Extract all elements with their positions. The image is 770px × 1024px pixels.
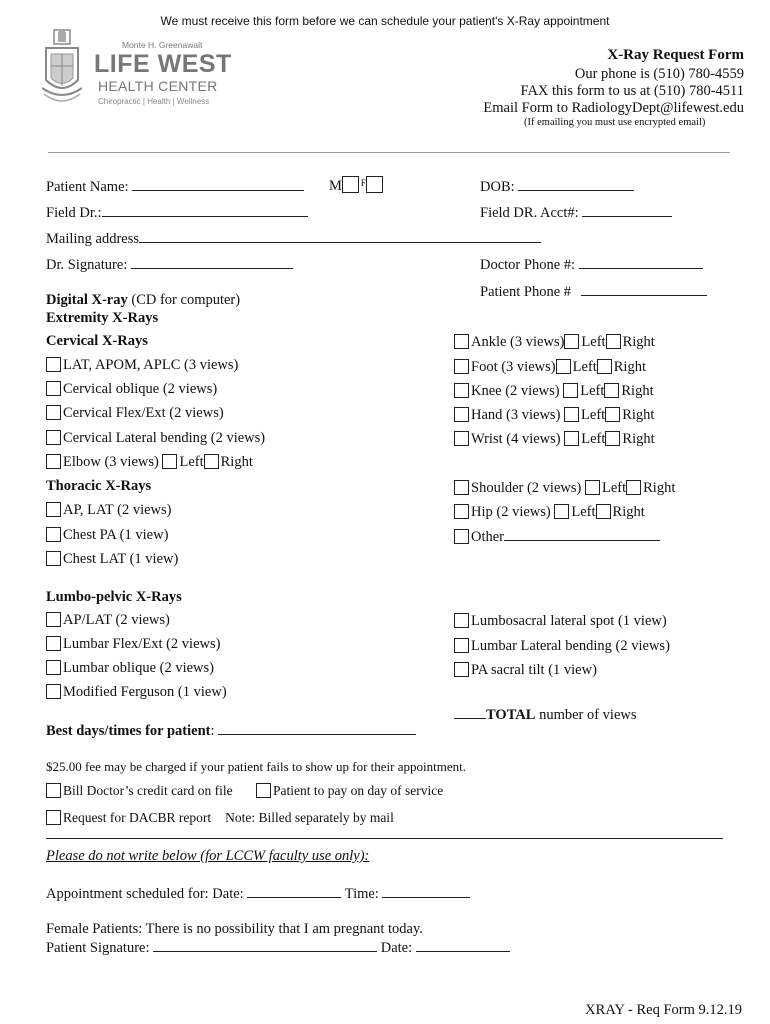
checkbox[interactable]	[46, 430, 61, 445]
total-label: TOTAL	[486, 707, 536, 723]
option-label: Modified Ferguson (1 view)	[63, 684, 227, 700]
option-label: Cervical oblique (2 views)	[63, 381, 218, 397]
checkbox[interactable]	[454, 334, 469, 349]
doctor-phone-label: Doctor Phone #:	[480, 257, 576, 273]
option-hand[interactable]	[454, 407, 654, 424]
checkbox[interactable]	[46, 551, 61, 566]
appt-time-label: Time:	[344, 886, 379, 902]
form-footer: XRAY - Req Form 9.12.19	[585, 1002, 742, 1018]
field-dr-field[interactable]	[102, 204, 308, 217]
checkbox[interactable]	[46, 660, 61, 675]
dr-signature-label: Dr. Signature:	[46, 257, 128, 273]
left-checkbox[interactable]	[585, 480, 600, 495]
option-label: Lumbosacral lateral spot (1 view)	[471, 613, 667, 629]
other-field[interactable]	[504, 528, 660, 541]
option-lumbar-oblique[interactable]	[46, 660, 214, 677]
option-foot[interactable]	[454, 359, 646, 376]
mailing-address-field[interactable]	[139, 230, 541, 243]
left-label: Left	[179, 454, 204, 470]
field-acct-field[interactable]	[582, 204, 672, 217]
divider	[48, 152, 730, 153]
checkbox[interactable]	[46, 405, 61, 420]
option-label: Ankle (3 views)	[471, 334, 565, 350]
checkbox[interactable]	[454, 407, 469, 422]
logo-name: LIFE WEST	[94, 50, 232, 78]
appt-date-label: Appointment scheduled for: Date:	[46, 886, 244, 902]
left-checkbox[interactable]	[564, 334, 579, 349]
crest-icon	[42, 28, 82, 110]
checkbox[interactable]	[454, 613, 469, 628]
signature-date-field[interactable]	[416, 939, 510, 952]
right-label: Right	[643, 480, 676, 496]
header-fax: FAX this form to us at (510) 780-4511	[520, 83, 744, 99]
option-hip[interactable]	[454, 504, 645, 521]
mailing-address-label: Mailing address	[46, 231, 140, 247]
digital-xray-heading: Digital X-ray	[46, 292, 128, 308]
option-label: Other	[471, 529, 505, 545]
logo-owner: Monte H. Greenawalt	[122, 40, 203, 50]
option-label: Chest PA (1 view)	[63, 527, 169, 543]
left-label: Left	[581, 334, 606, 350]
thoracic-heading: Thoracic X-Rays	[46, 478, 152, 494]
option-label: Wrist (4 views)	[471, 431, 561, 447]
patient-signature-label: Patient Signature:	[46, 940, 150, 956]
extremity-heading: Extremity X-Rays	[46, 310, 159, 326]
left-label: Left	[581, 431, 606, 447]
option-label: Hand (3 views)	[471, 407, 561, 423]
female-note: Female Patients: There is no possibility that I am pregnant today.	[46, 921, 423, 937]
checkbox[interactable]	[46, 810, 61, 825]
option-label: Chest LAT (1 view)	[63, 551, 179, 567]
best-days-field[interactable]	[218, 722, 416, 735]
checkbox[interactable]	[46, 636, 61, 651]
option-label: Lumbar Flex/Ext (2 views)	[63, 636, 221, 652]
patient-name-field[interactable]	[132, 178, 304, 191]
checkbox[interactable]	[454, 662, 469, 677]
field-dr-label: Field Dr.:	[46, 205, 102, 221]
life-west-logo	[42, 28, 242, 118]
left-checkbox[interactable]	[564, 431, 579, 446]
doctor-phone-field[interactable]	[579, 256, 703, 269]
option-knee[interactable]	[454, 383, 654, 400]
female-checkbox[interactable]	[366, 176, 383, 193]
checkbox[interactable]	[454, 359, 469, 374]
option-label: Hip (2 views)	[471, 504, 551, 520]
header-email: Email Form to RadiologyDept@lifewest.edu	[483, 100, 744, 116]
patient-phone-field[interactable]	[581, 283, 707, 296]
right-checkbox[interactable]	[204, 454, 219, 469]
appt-time-field[interactable]	[382, 885, 470, 898]
right-label: Right	[220, 454, 253, 470]
checkbox[interactable]	[46, 502, 61, 517]
right-checkbox[interactable]	[596, 504, 611, 519]
checkbox[interactable]	[256, 783, 271, 798]
field-acct-label: Field DR. Acct#:	[480, 205, 579, 221]
option-label: LAT, APOM, APLC (3 views)	[63, 357, 239, 373]
total-field[interactable]	[454, 706, 486, 719]
top-notice: We must receive this form before we can schedule your patient's X-Ray appointment	[160, 14, 610, 28]
option-label: Patient to pay on day of service	[273, 783, 444, 798]
male-label: M	[329, 178, 342, 194]
left-label: Left	[601, 480, 627, 496]
option-shoulder[interactable]	[454, 480, 675, 497]
right-label: Right	[612, 504, 645, 520]
patient-pay-option[interactable]	[256, 783, 443, 799]
option-lumbar-lateral-bending[interactable]	[454, 638, 670, 655]
dob-label: DOB:	[480, 179, 515, 195]
option-label: Request for DACBR report	[63, 810, 212, 825]
option-other[interactable]	[454, 528, 660, 546]
checkbox[interactable]	[454, 638, 469, 653]
checkbox[interactable]	[46, 527, 61, 542]
left-label: Left	[580, 383, 605, 399]
appt-date-field[interactable]	[247, 885, 341, 898]
left-checkbox[interactable]	[556, 359, 571, 374]
right-checkbox[interactable]	[604, 383, 619, 398]
option-ap-slash-lat[interactable]	[46, 612, 170, 629]
header-email-note: (If emailing you must use encrypted email)	[524, 117, 706, 128]
option-label: Elbow (3 views)	[63, 454, 159, 470]
option-label: AP, LAT (2 views)	[63, 502, 172, 518]
fee-note: $25.00 fee may be charged if your patient fails to show up for their appointment.	[46, 759, 466, 774]
left-checkbox[interactable]	[563, 383, 578, 398]
right-label: Right	[621, 383, 654, 399]
divider	[46, 838, 723, 839]
right-label: Right	[622, 431, 655, 447]
left-checkbox[interactable]	[564, 407, 579, 422]
patient-name-label: Patient Name:	[46, 179, 129, 195]
cervical-heading: Cervical X-Rays	[46, 333, 148, 349]
left-label: Left	[581, 407, 606, 423]
option-cervical-oblique[interactable]	[46, 381, 217, 398]
logo-tagline: Chiropractic | Health | Wellness	[98, 97, 210, 106]
dr-signature-field[interactable]	[131, 256, 293, 269]
right-label: Right	[613, 359, 646, 375]
right-checkbox[interactable]	[605, 407, 620, 422]
patient-signature-field[interactable]	[153, 939, 377, 952]
checkbox[interactable]	[454, 383, 469, 398]
option-label: Knee (2 views)	[471, 383, 560, 399]
option-chest-lat[interactable]	[46, 551, 178, 568]
left-checkbox[interactable]	[162, 454, 177, 469]
right-checkbox[interactable]	[605, 431, 620, 446]
option-label: AP/LAT (2 views)	[63, 612, 170, 628]
right-label: Right	[622, 407, 655, 423]
bill-doctor-option[interactable]	[46, 783, 233, 799]
option-label: Shoulder (2 views)	[471, 480, 582, 496]
dacbr-option[interactable]	[46, 810, 394, 826]
left-checkbox[interactable]	[554, 504, 569, 519]
option-label: Foot (3 views)	[471, 359, 556, 375]
checkbox[interactable]	[454, 480, 469, 495]
dacbr-note: Note: Billed separately by mail	[225, 810, 394, 825]
checkbox[interactable]	[454, 504, 469, 519]
right-label: Right	[622, 334, 655, 350]
option-label: Cervical Flex/Ext (2 views)	[63, 405, 224, 421]
checkbox[interactable]	[46, 454, 61, 469]
checkbox[interactable]	[46, 783, 61, 798]
right-checkbox[interactable]	[626, 480, 641, 495]
right-checkbox[interactable]	[597, 359, 612, 374]
option-label: PA sacral tilt (1 view)	[471, 662, 597, 678]
option-ap-lat[interactable]	[46, 502, 171, 519]
female-label: F	[360, 178, 366, 188]
checkbox[interactable]	[46, 612, 61, 627]
faculty-heading: Please do not write below (for LCCW faculty use only):	[46, 848, 370, 864]
option-cervical-lateral[interactable]	[46, 430, 265, 447]
option-wrist[interactable]	[454, 431, 655, 448]
lumbo-heading: Lumbo-pelvic X-Rays	[46, 589, 182, 605]
left-label: Left	[572, 359, 597, 375]
digital-xray-note: (CD for computer)	[127, 292, 241, 308]
best-days-label: Best days/times for patient	[46, 723, 211, 739]
option-ankle[interactable]	[454, 334, 655, 351]
option-lumbar-flex[interactable]	[46, 636, 220, 653]
option-pa-sacral-tilt[interactable]	[454, 662, 597, 679]
logo-subname: HEALTH CENTER	[98, 78, 218, 94]
option-modified-ferguson[interactable]	[46, 684, 227, 701]
checkbox[interactable]	[454, 431, 469, 446]
option-cervical-flex[interactable]	[46, 405, 224, 422]
option-label: Bill Doctor’s credit card on file	[63, 783, 233, 798]
option-elbow[interactable]	[46, 454, 253, 471]
male-checkbox[interactable]	[342, 176, 359, 193]
signature-date-label: Date:	[380, 940, 413, 956]
option-label: Cervical Lateral bending (2 views)	[63, 430, 266, 446]
checkbox[interactable]	[46, 684, 61, 699]
option-label: Lumbar oblique (2 views)	[63, 660, 215, 676]
form-title: X-Ray Request Form	[607, 47, 744, 63]
option-chest-pa[interactable]	[46, 527, 168, 544]
option-lumbosacral[interactable]	[454, 613, 667, 630]
left-label: Left	[571, 504, 596, 520]
checkbox[interactable]	[46, 357, 61, 372]
option-lat-apom[interactable]	[46, 357, 238, 374]
right-checkbox[interactable]	[606, 334, 621, 349]
checkbox[interactable]	[46, 381, 61, 396]
patient-phone-label: Patient Phone #	[480, 284, 572, 300]
checkbox[interactable]	[454, 529, 469, 544]
total-suffix: number of views	[535, 707, 637, 723]
dob-field[interactable]	[518, 178, 634, 191]
option-label: Lumbar Lateral bending (2 views)	[471, 638, 670, 654]
header-phone: Our phone is (510) 780-4559	[574, 66, 744, 82]
